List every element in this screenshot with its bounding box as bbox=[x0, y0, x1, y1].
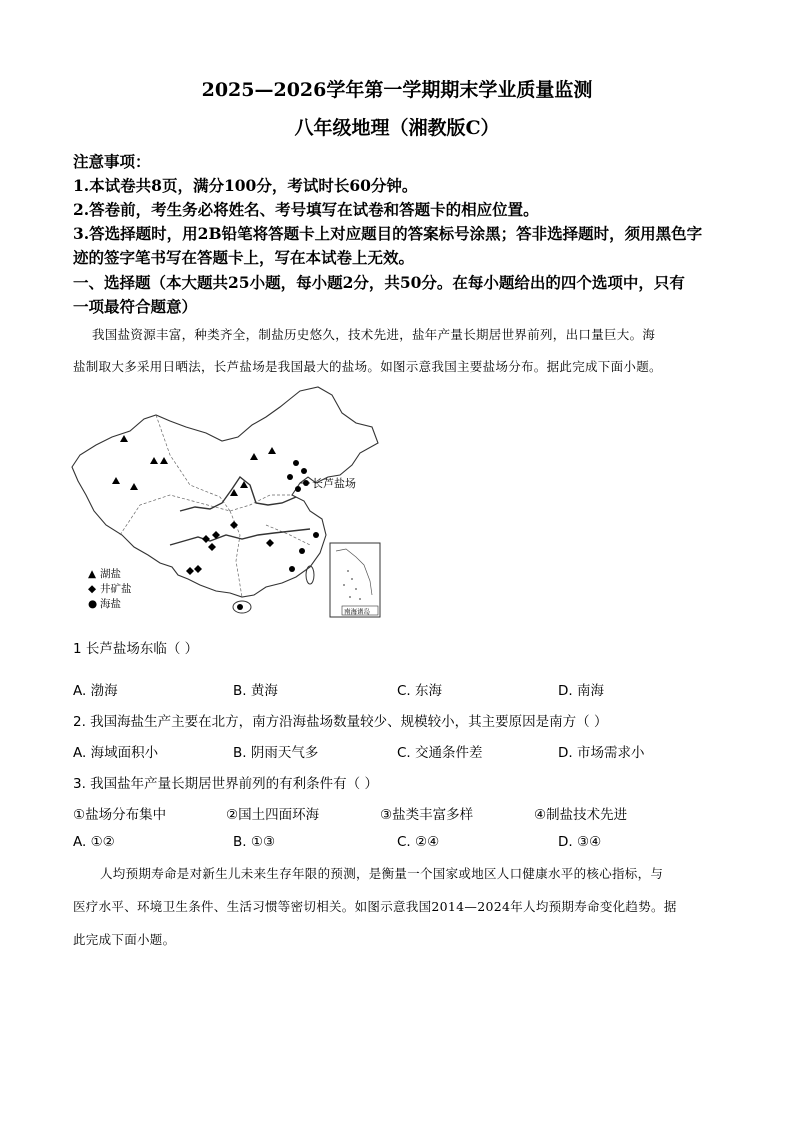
legend-sea-symbol: ● bbox=[88, 598, 98, 610]
exam-subtitle: 八年级地理（湘教版C） bbox=[294, 117, 500, 139]
changlu-label: 长芦盐场 bbox=[312, 477, 356, 490]
choice-item: ①盐场分布集中 bbox=[73, 807, 167, 823]
option-b: B. 阴雨天气多 bbox=[233, 745, 319, 761]
note-item: 迹的签字笔书写在答题卡上，写在本试卷上无效。 bbox=[73, 248, 415, 267]
sea-salt-markers bbox=[237, 460, 319, 610]
taiwan-island bbox=[306, 566, 314, 584]
legend-well-symbol: ◆ bbox=[88, 583, 97, 595]
legend-well-label: 井矿盐 bbox=[100, 583, 132, 595]
section-heading-cont: 一项最符合题意） bbox=[73, 297, 198, 316]
option-d: D. 南海 bbox=[558, 683, 604, 699]
note-item: 2.答卷前，考生务必将姓名、考号填写在试卷和答题卡的相应位置。 bbox=[73, 200, 539, 219]
option-a: A. 渤海 bbox=[73, 683, 118, 699]
note-item: 1.本试卷共8页，满分100分，考试时长60分钟。 bbox=[73, 176, 418, 195]
option-b: B. 黄海 bbox=[233, 683, 278, 699]
map-legend bbox=[88, 567, 132, 610]
question-stem: 2. 我国海盐生产主要在北方，南方沿海盐场数量较少、规模较小，其主要原因是南方（ ） bbox=[73, 714, 608, 730]
option-b: B. ①③ bbox=[233, 834, 276, 850]
option-a: A. ①② bbox=[73, 834, 115, 850]
choice-item: ②国土四面环海 bbox=[226, 807, 320, 823]
choice-item: ③盐类丰富多样 bbox=[380, 807, 474, 823]
question-stem: 1 长芦盐场东临（ ） bbox=[73, 641, 199, 657]
choice-item: ④制盐技术先进 bbox=[534, 807, 628, 823]
exam-title: 2025—2026学年第一学期期末学业质量监测 bbox=[201, 79, 593, 101]
notes-heading: 注意事项： bbox=[73, 152, 151, 171]
section-heading: 一、选择题（本大题共25小题，每小题2分，共50分。在每小题给出的四个选项中，只有 bbox=[73, 273, 685, 292]
option-c: C. 东海 bbox=[397, 683, 443, 699]
question-stem: 3. 我国盐年产量长期居世界前列的有利条件有（ ） bbox=[73, 776, 378, 792]
passage-line: 人均预期寿命是对新生儿未来生存年限的预测，是衡量一个国家或地区人口健康水平的核心指标，与 bbox=[100, 866, 664, 881]
option-d: D. ③④ bbox=[558, 834, 602, 850]
passage-line: 医疗水平、环境卫生条件、生活习惯等密切相关。如图示意我国2014—2024年人均预期寿命变化趋势。据 bbox=[73, 899, 677, 914]
option-c: C. 交通条件差 bbox=[397, 745, 483, 761]
option-d: D. 市场需求小 bbox=[558, 745, 645, 761]
legend-lake-label: 湖盐 bbox=[100, 568, 121, 580]
inset-label: 南海诸岛 bbox=[344, 607, 370, 616]
option-a: A. 海域面积小 bbox=[73, 745, 159, 761]
legend-sea-label: 海盐 bbox=[100, 598, 121, 610]
note-item: 3.答选择题时，用2B铅笔将答题卡上对应题目的答案标号涂黑；答非选择题时，须用黑色字 bbox=[73, 224, 703, 243]
passage-line: 此完成下面小题。 bbox=[73, 932, 176, 947]
option-c: C. ②④ bbox=[397, 834, 440, 850]
yellow-river bbox=[180, 477, 296, 511]
passage-line: 我国盐资源丰富，种类齐全，制盐历史悠久，技术先进，盐年产量长期居世界前列，出口量巨大。海 bbox=[92, 327, 656, 342]
salt-field-map bbox=[60, 385, 390, 625]
legend-lake-symbol: ▲ bbox=[88, 568, 97, 580]
passage-line: 盐制取大多采用日晒法，长芦盐场是我国最大的盐场。如图示意我国主要盐场分布。据此完成下面小题。 bbox=[73, 359, 662, 374]
well-salt-markers bbox=[186, 521, 274, 575]
